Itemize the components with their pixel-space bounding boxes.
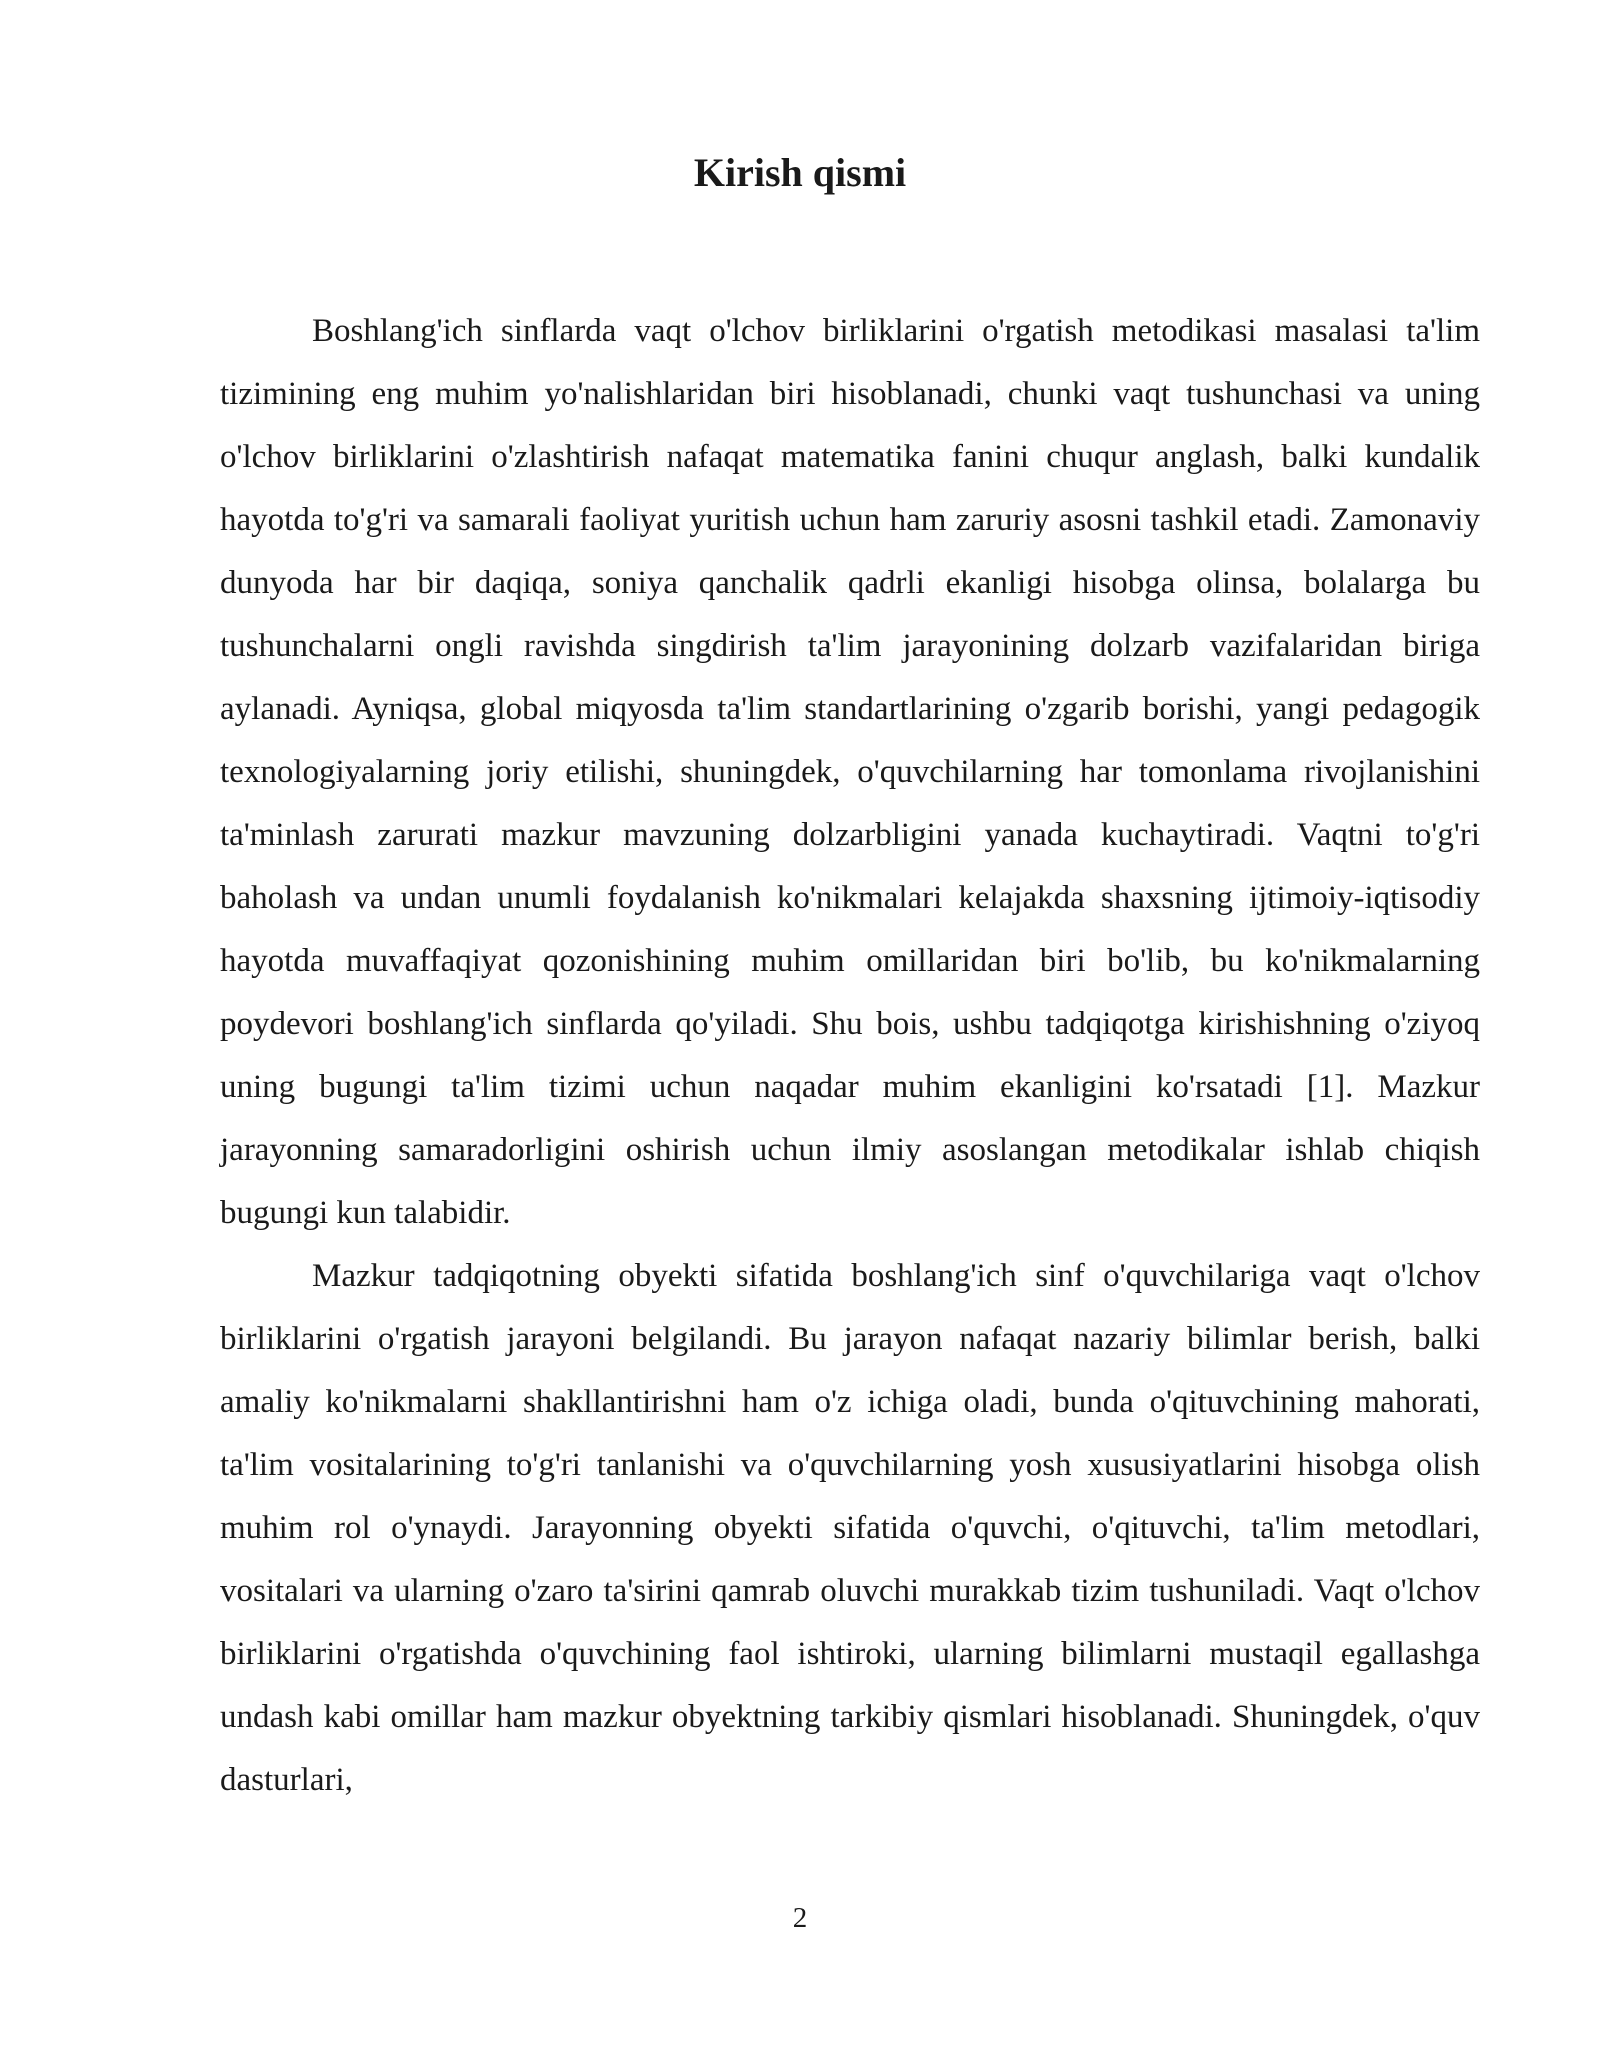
page-number: 2 bbox=[792, 1902, 808, 1934]
page-title: Kirish qismi bbox=[693, 150, 907, 195]
body-text bbox=[220, 300, 1480, 1812]
paragraph-research-object: Mazkur tadqiqotning obyekti sifatida boshlang'ich sinf o'quvchilariga vaqt o'lchov birliklarini o'rgatish jarayoni belgilandi. Bu jarayon nafaqat nazariy bilimlar berish, balki amaliy ko'nikmalarni shakllantirishni ham o'z ichiga oladi, bunda o'qituvchining mahorati, ta'lim vositalarining to'g'ri tanlanishi va o'quvchilarning yosh xususiyatlarini hisobga olish muhim rol o'ynaydi. Jarayonning obyekti sifatida o'quvchi, o'qituvchi, ta'lim metodlari, vositalari va ularning o'zaro ta'sirini qamrab oluvchi murakkab tizim tushuniladi. Vaqt o'lchov birliklarini o'rgatishda o'quvchining faol ishtiroki, ularning bilimlarni mustaqil egallashga undash kabi omillar ham mazkur obyektning tarkibiy qismlari hisoblanadi. Shuningdek, o'quv dasturlari, bbox=[220, 1258, 1480, 1798]
paragraph-introduction: Boshlang'ich sinflarda vaqt o'lchov birliklarini o'rgatish metodikasi masalasi ta'lim tizimining eng muhim yo'nalishlaridan biri hisoblanadi, chunki vaqt tushunchasi va uning o'lchov birliklarini o'zlashtirish nafaqat matematika fanini chuqur anglash, balki kundalik hayotda to'g'ri va samarali faoliyat yuritish uchun ham zaruriy asosni tashkil etadi. Zamonaviy dunyoda har bir daqiqa, soniya qanchalik qadrli ekanligi hisobga olinsa, bolalarga bu tushunchalarni ongli ravishda singdirish ta'lim jarayonining dolzarb vazifalaridan biriga aylanadi. Ayniqsa, global miqyosda ta'lim standartlarining o'zgarib borishi, yangi pedagogik texnologiyalarning joriy etilishi, shuningdek, o'quvchilarning har tomonlama rivojlanishini ta'minlash zarurati mazkur mavzuning dolzarbligini yanada kuchaytiradi. Vaqtni to'g'ri baholash va undan unumli foydalanish ko'nikmalari kelajakda shaxsning ijtimoiy-iqtisodiy hayotda muvaffaqiyat qozonishining muhim omillaridan biri bo'lib, bu ko'nikmalarning poydevori boshlang'ich sinflarda qo'yiladi. Shu bois, ushbu tadqiqotga kirishishning o'ziyoq uning bugungi ta'lim tizimi uchun naqadar muhim ekanligini ko'rsatadi [1]. Mazkur jarayonning samaradorligini oshirish uchun ilmiy asoslangan metodikalar ishlab chiqish bugungi kun talabidir. bbox=[220, 313, 1480, 1231]
